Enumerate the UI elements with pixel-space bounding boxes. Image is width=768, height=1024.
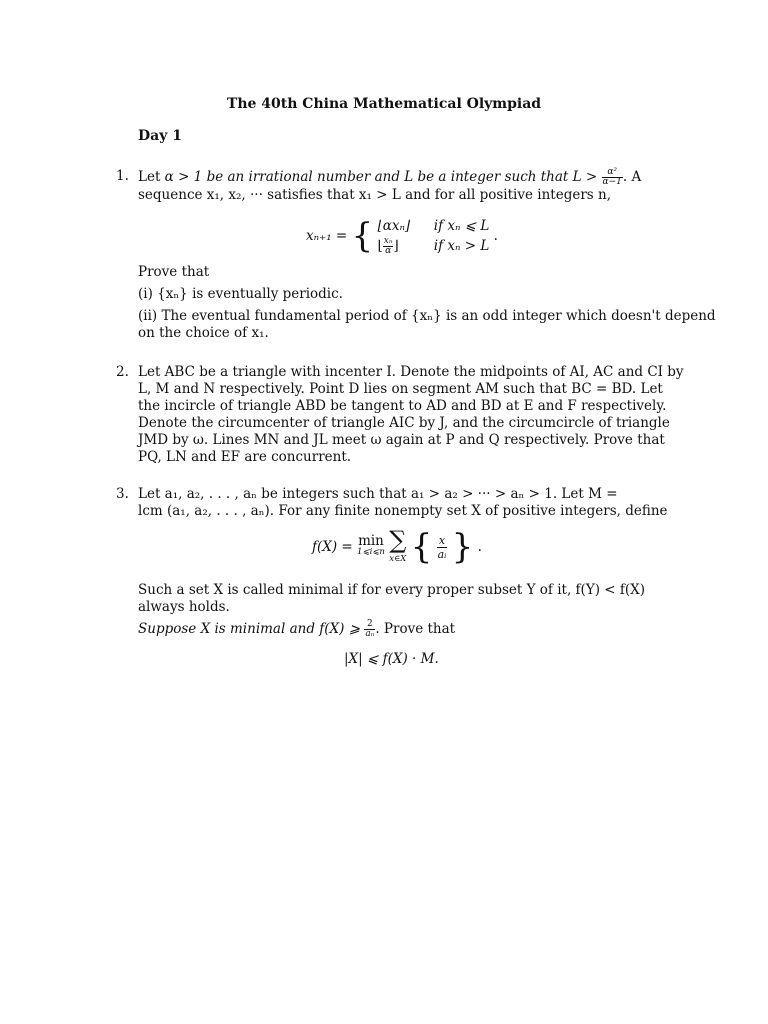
problem-2-line: JMD by ω. Lines MN and JL meet ω again at P and Q respectively. Prove that bbox=[138, 432, 665, 448]
final-inequality: |X| ⩽ f(X) · M. bbox=[344, 651, 439, 667]
summation-symbol: ∑ bbox=[389, 526, 407, 554]
problem-2-line: the incircle of triangle ABD be tangent to AD and BD at E and F respectively. bbox=[138, 398, 667, 414]
problem-2-line: Let ABC be a triangle with incenter I. Denote the midpoints of AI, AC and CI by bbox=[138, 364, 684, 380]
left-brace: { bbox=[351, 216, 374, 256]
problem-number: 2. bbox=[116, 364, 129, 380]
paper-title: The 40th China Mathematical Olympiad bbox=[226, 96, 542, 112]
fraction: $\frac{\text{α²}}{\alpha-1}$ bbox=[602, 167, 622, 187]
day-heading: Day 1 bbox=[138, 128, 182, 144]
problem-3 bbox=[116, 486, 668, 520]
problem-3-line-2: lcm (a₁, a₂, . . . , aₙ). For any finite nonempty set X of positive integers, define bbox=[138, 503, 668, 519]
right-brace: } bbox=[451, 527, 474, 567]
problem-3-cont bbox=[116, 582, 651, 639]
f-definition: f(X) = min 1⩽i⩽n ∑ x∈X { $\frac{x}{\text{aᵢ}}$ } . bbox=[312, 526, 482, 567]
problem-2-line: Denote the circumcenter of triangle AIC by J, and the circumcircle of triangle bbox=[138, 415, 670, 431]
part-i: (i) {xₙ} is eventually periodic. bbox=[138, 286, 343, 302]
problem-3-line-4: always holds. bbox=[138, 599, 230, 615]
problem-3-line-3: Such a set X is called minimal if for every proper subset Y of it, f(Y) < f(X) bbox=[138, 582, 646, 598]
problem-2 bbox=[116, 364, 684, 466]
problem-3-line-5: Suppose X is minimal and f(X) ⩾ $\frac{2}{\text{aₙ}}$ . Prove that bbox=[138, 619, 456, 639]
problem-3-line-1: Let a₁, a₂, . . . , aₙ be integers such that a₁ > a₂ > ··· > aₙ > 1. Let M = bbox=[138, 486, 618, 502]
problem-2-line: L, M and N respectively. Point D lies on segment AM such that BC = BD. Let bbox=[138, 381, 663, 397]
problem-number: 3. bbox=[116, 486, 129, 502]
problem-1-line-2: sequence x₁, x₂, ··· satisfies that x₁ > L and for all positive integers n, bbox=[138, 187, 611, 203]
prove-that: Prove that bbox=[138, 264, 210, 280]
problem-number: 1. bbox=[116, 168, 129, 184]
problem-1 bbox=[116, 168, 651, 204]
part-ii-cont: on the choice of x₁. bbox=[138, 325, 269, 341]
part-ii: (ii) The eventual fundamental period of {xₙ} is an odd integer which doesn't depend bbox=[138, 308, 716, 324]
problem-1-parts bbox=[116, 264, 716, 342]
left-brace: { bbox=[410, 527, 433, 567]
problem-1-line-1: Let α > 1 be an irrational number and L be a integer such that L > $\frac{\text{α²}}{\alpha-1}$ . A bbox=[138, 167, 642, 187]
problem-2-line: PQ, LN and EF are concurrent. bbox=[138, 449, 352, 465]
piecewise-equation: xₙ₊₁ = { ⌊αxₙ⌋ if xₙ ⩽ L ⌊ $\frac{\text{xₙ}}{\alpha}$ ⌋ if xₙ > L . bbox=[306, 216, 498, 256]
